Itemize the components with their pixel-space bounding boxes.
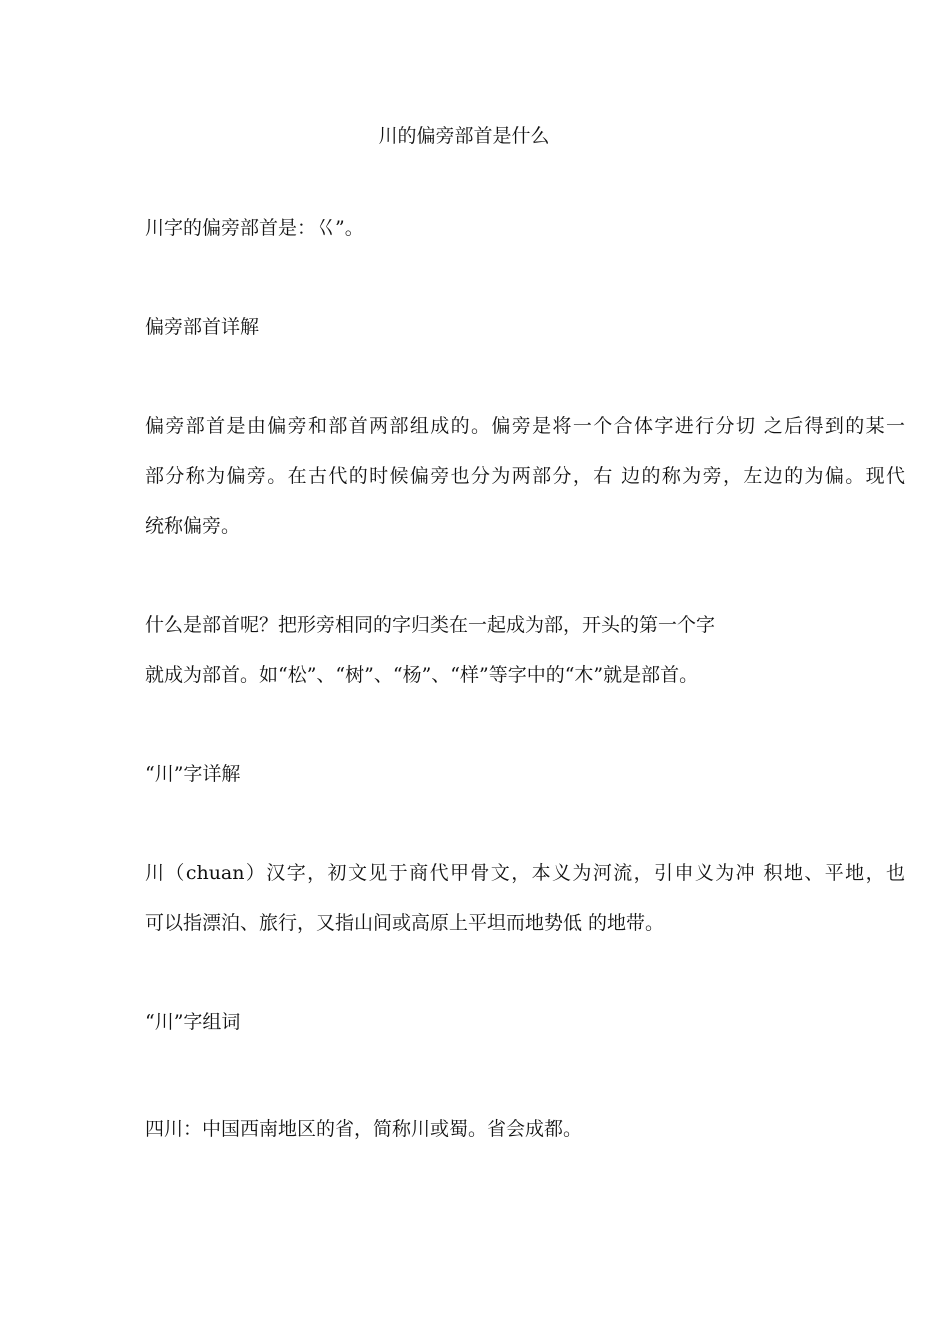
section-heading-radical-detail: 偏旁部首详解 bbox=[145, 316, 260, 338]
radical-paragraph-line-2: 部分称为偏旁。在古代的时候偏旁也分为两部分，右 边的称为旁，左边的为偏。现代 bbox=[145, 465, 905, 487]
chuan-paragraph-line-1: 川（chuan）汉字，初文见于商代甲骨文，本义为河流，引申义为冲 积地、平地，也 bbox=[145, 862, 905, 884]
chuan-paragraph-line-2: 可以指漂泊、旅行，又指山间或高原上平坦而地势低 的地带。 bbox=[145, 912, 665, 934]
section-heading-chuan-words: “川”字组词 bbox=[145, 1011, 241, 1033]
document-title: 川的偏旁部首是什么 bbox=[378, 125, 550, 147]
word-sichuan-paragraph: 四川：中国西南地区的省，简称川或蜀。省会成都。 bbox=[145, 1118, 583, 1140]
bushou-paragraph-line-1: 什么是部首呢？把形旁相同的字归类在一起成为部，开头的第一个字 bbox=[145, 614, 716, 636]
answer-paragraph: 川字的偏旁部首是：巜”。 bbox=[145, 217, 364, 239]
bushou-paragraph-line-2: 就成为部首。如“松”、“树”、“杨”、“样”等字中的“木”就是部首。 bbox=[145, 664, 699, 686]
radical-paragraph-line-1: 偏旁部首是由偏旁和部首两部组成的。偏旁是将一个合体字进行分切 之后得到的某一 bbox=[145, 415, 905, 437]
radical-paragraph-line-3: 统称偏旁。 bbox=[145, 515, 241, 537]
section-heading-chuan-detail: “川”字详解 bbox=[145, 763, 241, 785]
